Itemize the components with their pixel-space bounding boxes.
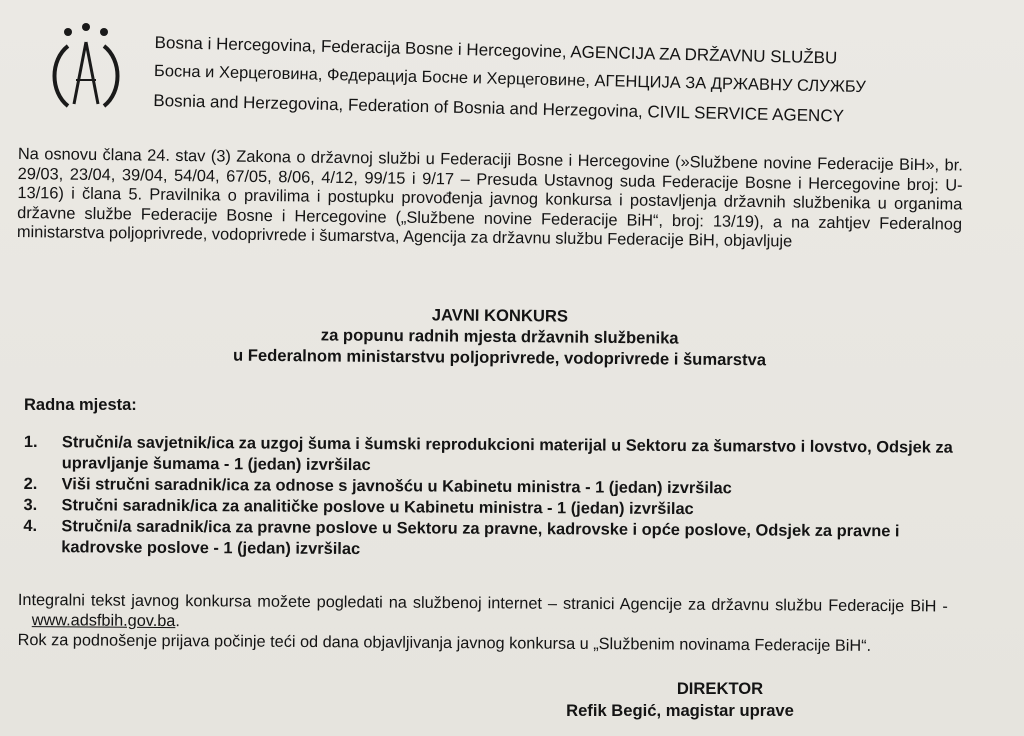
agency-website-link[interactable]: www.adsfbih.gov.ba	[31, 611, 176, 631]
list-item-text: Stručni/a savjetnik/ica za uzgoj šuma i šumski reprodukcioni materijal u Sektoru za šumarstvo i lovstvo, Odsjek za upravljanje šumama - 1 (jedan) izvršilac	[61, 433, 953, 475]
list-item-number: 2.	[23, 474, 38, 494]
header-line-english: Bosnia and Herzegovina, Federation of Bosnia and Herzegovina, CIVIL SERVICE AGENCY	[153, 90, 845, 126]
signature-name: Refik Begić, magistar uprave	[566, 701, 794, 720]
signature-role: DIREKTOR	[676, 679, 764, 698]
competition-title	[159, 302, 840, 371]
footer-text-1: Integralni tekst javnog konkursa možete pogledati na službenoj internet – stranici Agencije za državnu službu Federacije BiH -	[17, 591, 948, 616]
intro-text: Na osnovu člana 24. stav (3) Zakona o državnoj službi u Federaciji Bosne i Hercegovine (»Službene novine Federacije BiH», br. 29/03, 23/04, 39/04, 54/04, 67/05, 8/06, 4/12, 99/15 i 9/17 – Presuda Ustavnog suda Federacije Bosne i Hercegovine broj: U-13/16) i člana 5. Pravilnika o pravilima i postupku provođenja javnog konkursa i postavljenja državnih službenika u organima državne službe Federacije Bosne i Hercegovine („Službene novine Federacije BiH“, broj: 13/19), a na zahtjev Federalnog ministarstva poljoprivrede, vodoprivrede i šumarstva, Agencija za državnu službu Federacije BiH, objavljuje	[16, 145, 963, 251]
list-item-number: 3.	[23, 495, 38, 515]
footer-link-suffix: .	[175, 612, 180, 631]
list-item-text: Stručni/a saradnik/ica za pravne poslove u Sektoru za pravne, kadrovske i opće poslove, Odsjek za pravne i kadrovske poslove - 1 (jedan) izvršilac	[61, 517, 900, 559]
footer-text-2: Rok za podnošenje prijava počinje teći od dana objavljivanja javnog konkursa u „Službenim novinama Federacije BiH“.	[17, 630, 872, 655]
signature-block	[530, 678, 830, 722]
title-subtitle-2: u Federalnom ministarstvu poljoprivrede, vodoprivrede i šumarstva	[232, 345, 767, 370]
intro-paragraph	[17, 145, 963, 254]
list-item	[23, 516, 963, 564]
positions-list	[23, 432, 964, 564]
header-line-cyrillic: Босна и Херцеговина, Федерација Босне и Херцеговине, АГЕНЦИЈА ЗА ДРЖАВНУ СЛУЖБУ	[153, 61, 867, 97]
positions-label: Radna mjesta:	[24, 396, 137, 414]
header-line-bosnian: Bosna i Hercegovina, Federacija Bosne i Hercegovine, AGENCIJA ZA DRŽAVNU SLUŽBU	[154, 32, 838, 68]
list-item-text: Stručni saradnik/ica za analitičke poslove u Kabinetu ministra - 1 (jedan) izvršilac	[61, 496, 694, 519]
title-main: JAVNI KONKURS	[431, 305, 569, 326]
list-item-text: Viši stručni saradnik/ica za odnose s javnošću u Kabinetu ministra - 1 (jedan) izvršilac	[61, 475, 732, 498]
list-item	[24, 432, 964, 480]
list-item-number: 1.	[23, 432, 38, 452]
title-subtitle-1: za popunu radnih mjesta državnih službenika	[320, 325, 679, 348]
agency-emblem-icon	[38, 20, 134, 116]
document-header	[153, 28, 995, 134]
footer-notice	[18, 590, 948, 656]
footer-paragraph-1	[18, 590, 948, 636]
list-item-number: 4.	[23, 516, 38, 536]
